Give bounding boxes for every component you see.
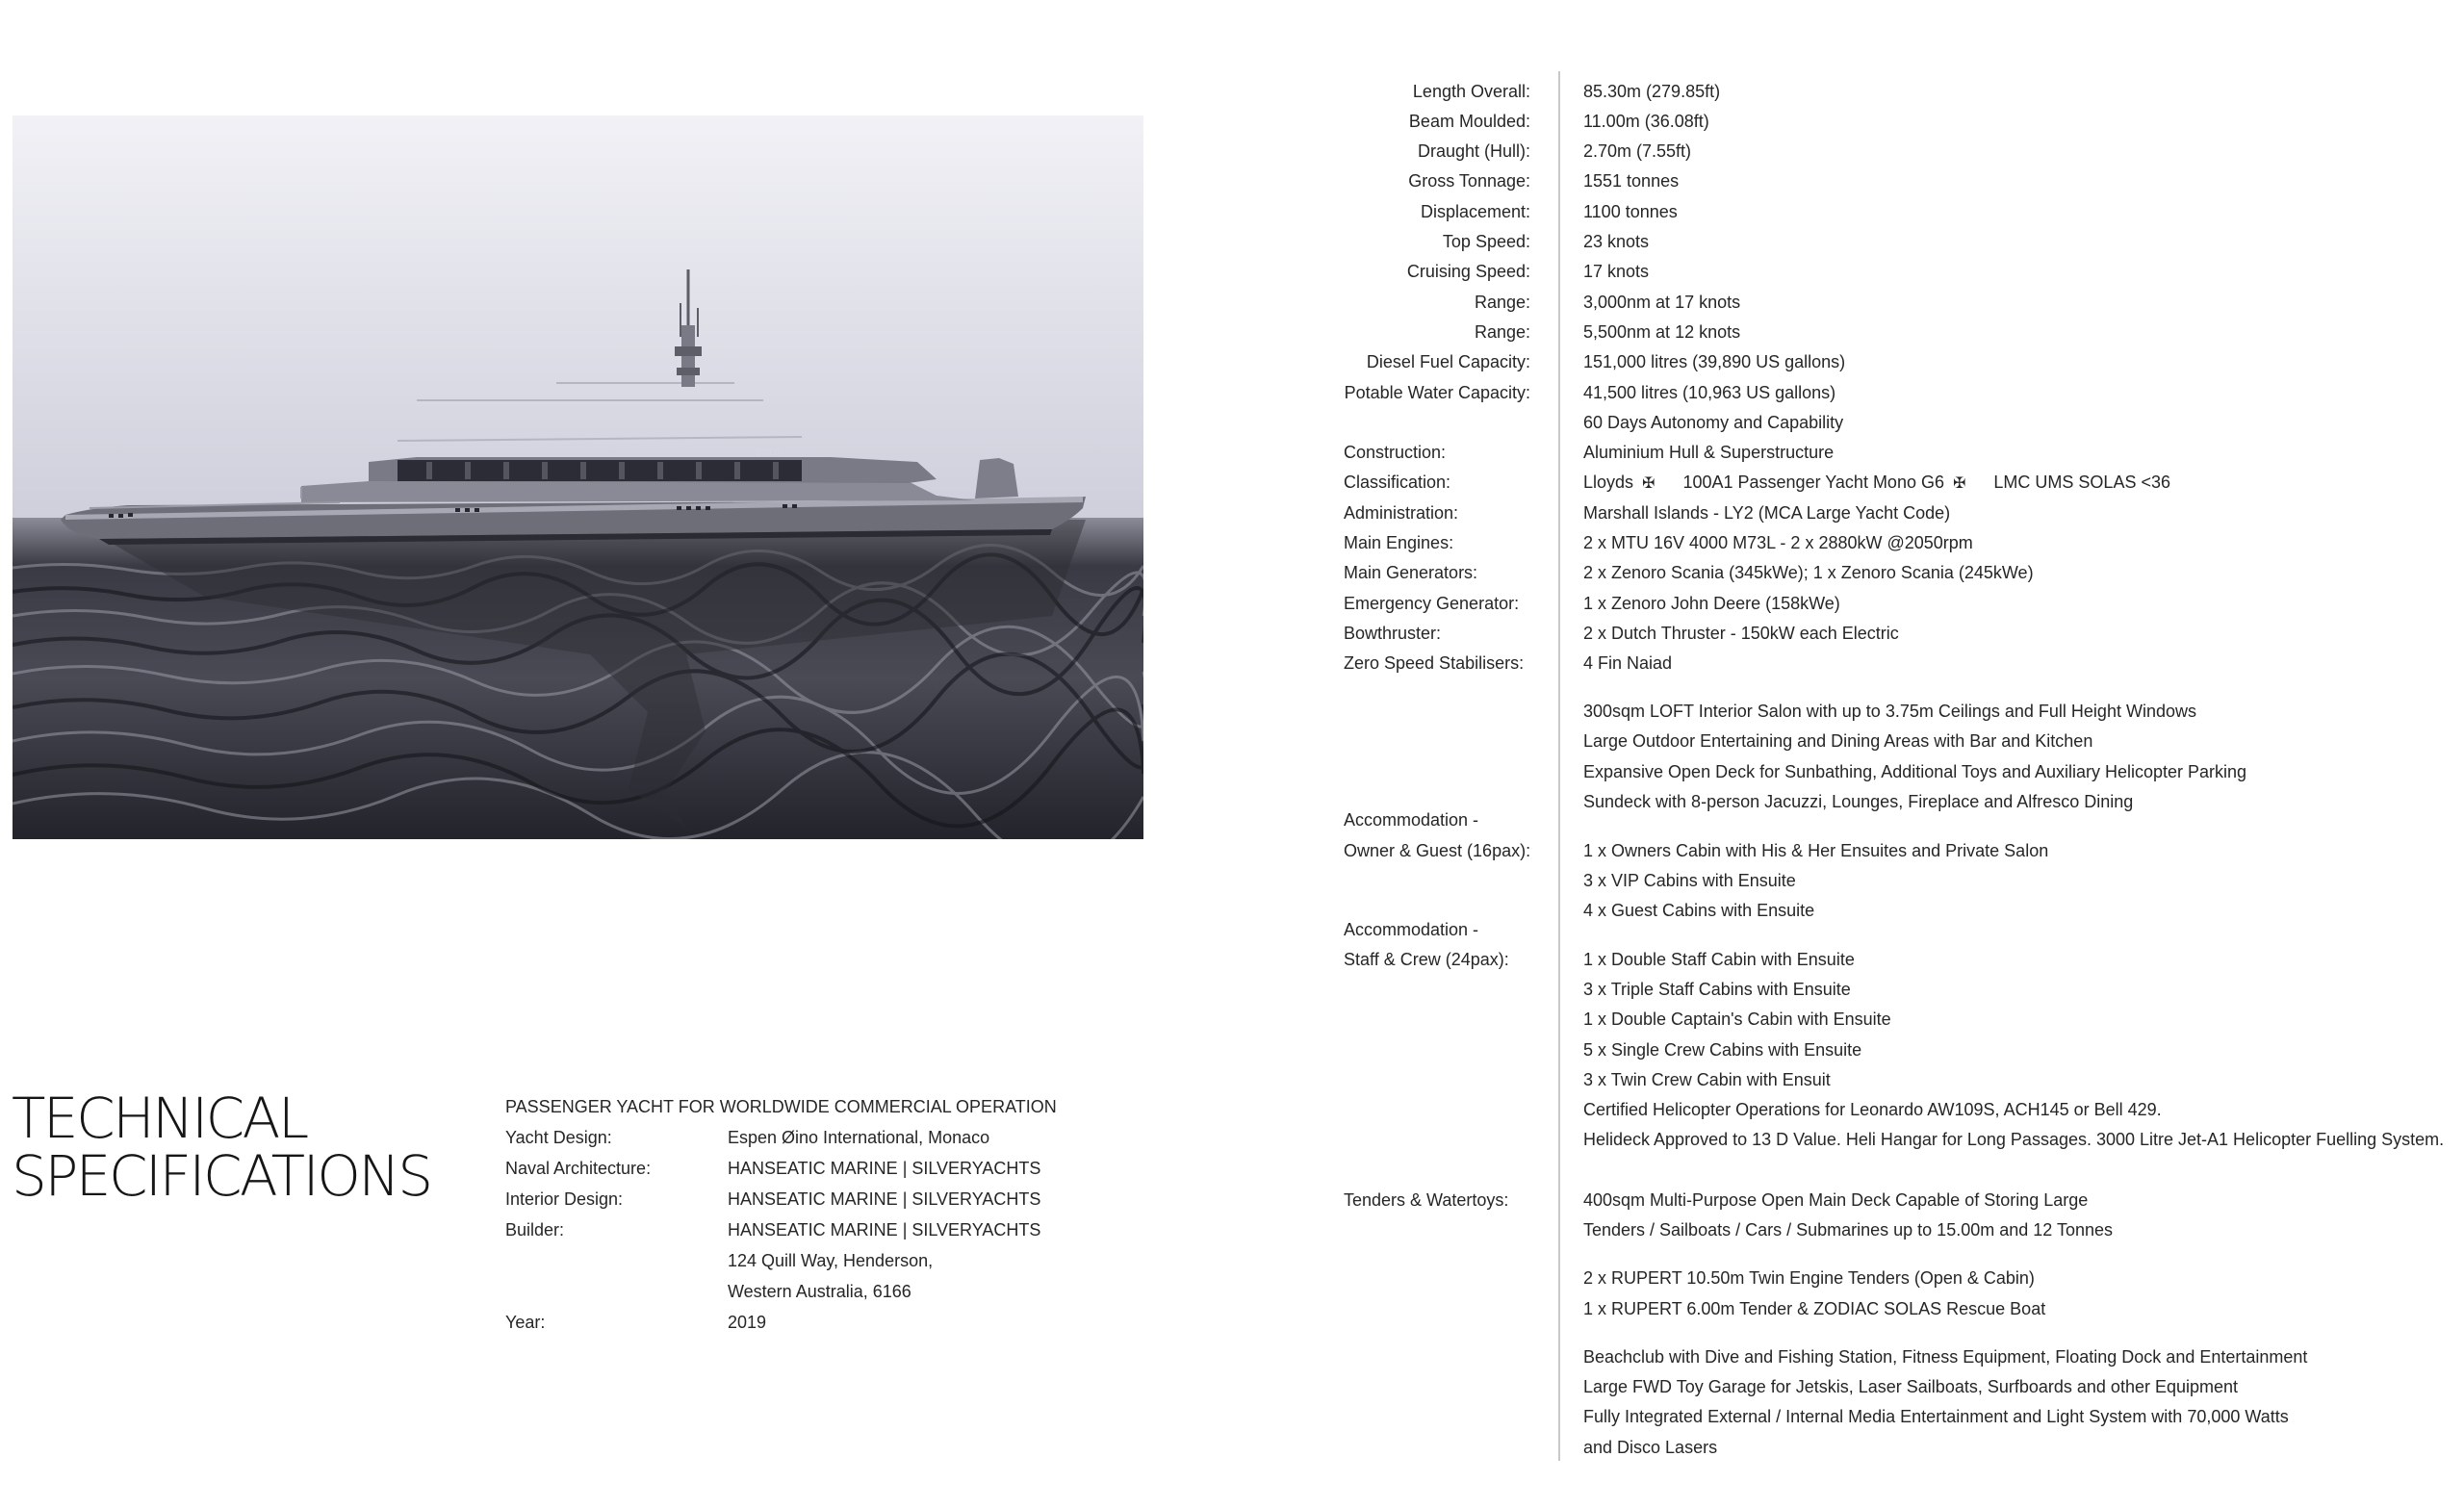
spec-label-diesel: Diesel Fuel Capacity: [1366, 352, 1530, 371]
spec-label-length-overall: Length Overall: [1412, 82, 1530, 101]
yacht-info-block [505, 1094, 1057, 1341]
spec-value-autonomy: 60 Days Autonomy and Capability [1583, 413, 1844, 432]
info-label: Interior Design: [505, 1189, 624, 1209]
spec-label-displacement: Displacement: [1420, 202, 1530, 221]
spec-value-administration: Marshall Islands - LY2 (MCA Large Yacht Code) [1583, 503, 1951, 523]
info-heading: PASSENGER YACHT FOR WORLDWIDE COMMERCIAL OPERATION [505, 1097, 1057, 1116]
spec-label-tenders: Tenders & Watertoys: [1344, 1190, 1509, 1210]
accommodation-item: 3 x Triple Staff Cabins with Ensuite [1583, 980, 1851, 999]
yacht-hull-name: BOLD [757, 448, 782, 457]
feature-item: Sundeck with 8-person Jacuzzi, Lounges, Fireplace and Alfresco Dining [1583, 792, 2134, 811]
spec-value-beam: 11.00m (36.08ft) [1583, 112, 1709, 131]
spec-label-gross-tonnage: Gross Tonnage: [1408, 171, 1530, 191]
info-label [505, 1248, 728, 1279]
info-value: Western Australia, 6166 [728, 1282, 911, 1301]
info-label: Naval Architecture: [505, 1159, 652, 1178]
tender-item: Beachclub with Dive and Fishing Station, Fitness Equipment, Floating Dock and Entertainment [1583, 1347, 2308, 1367]
info-value: Espen Øino International, Monaco [728, 1128, 990, 1147]
spec-value-classification [1583, 472, 2170, 495]
feature-item: Expansive Open Deck for Sunbathing, Additional Toys and Auxiliary Helicopter Parking [1583, 762, 2247, 781]
spec-value-construction: Aluminium Hull & Superstructure [1583, 443, 1835, 462]
spec-label-main-engines: Main Engines: [1344, 533, 1454, 552]
spec-label-construction: Construction: [1344, 443, 1447, 462]
maltese-cross-icon: ✠ [1953, 475, 1966, 492]
info-label: Yacht Design: [505, 1128, 612, 1147]
spec-value-length-overall: 85.30m (279.85ft) [1583, 82, 1721, 101]
accommodation-item: 5 x Single Crew Cabins with Ensuite [1583, 1040, 1862, 1060]
spec-value-water: 41,500 litres (10,963 US gallons) [1583, 383, 1836, 402]
spec-label-stabilisers: Zero Speed Stabilisers: [1344, 653, 1525, 673]
spec-label-beam: Beam Moulded: [1408, 112, 1530, 131]
feature-item: 300sqm LOFT Interior Salon with up to 3.75m Ceilings and Full Height Windows [1583, 702, 2196, 721]
maltese-cross-icon: ✠ [1642, 475, 1656, 492]
spec-value-range: 5,500nm at 12 knots [1583, 322, 1741, 342]
tender-item: and Disco Lasers [1583, 1438, 1718, 1457]
classification-part-2: 100A1 Passenger Yacht Mono G6 [1682, 473, 1944, 492]
tender-item: Large FWD Toy Garage for Jetskis, Laser Sailboats, Surfboards and other Equipment [1583, 1377, 2239, 1396]
spec-value-range: 3,000nm at 17 knots [1583, 293, 1741, 312]
info-row [505, 1279, 1057, 1310]
accommodation-crew-label-2: Staff & Crew (24pax): [1344, 950, 1509, 969]
tender-item: 2 x RUPERT 10.50m Twin Engine Tenders (Open & Cabin) [1583, 1268, 2035, 1288]
accommodation-guest-label-1: Accommodation - [1344, 810, 1479, 830]
spec-label-draught: Draught (Hull): [1417, 141, 1530, 161]
tender-item: 1 x RUPERT 6.00m Tender & ZODIAC SOLAS Rescue Boat [1583, 1299, 2046, 1318]
info-value: 124 Quill Way, Henderson, [728, 1251, 934, 1270]
tender-item: Fully Integrated External / Internal Media Entertainment and Light System with 70,000 Watts [1583, 1407, 2289, 1426]
spec-label-classification: Classification: [1344, 473, 1451, 492]
spec-value-draught: 2.70m (7.55ft) [1583, 141, 1692, 161]
accommodation-crew-label-1: Accommodation - [1344, 920, 1479, 939]
spec-value-main-generators: 2 x Zenoro Scania (345kWe); 1 x Zenoro Scania (245kWe) [1583, 563, 2034, 582]
info-value: HANSEATIC MARINE | SILVERYACHTS [728, 1189, 1041, 1209]
accommodation-item: 3 x VIP Cabins with Ensuite [1583, 871, 1796, 890]
yacht-photo [13, 115, 1143, 839]
classification-part-3: LMC UMS SOLAS <36 [1993, 473, 2170, 492]
info-label: Year: [505, 1313, 546, 1332]
helicopter-item: Certified Helicopter Operations for Leonardo AW109S, ACH145 or Bell 429. [1583, 1100, 2162, 1119]
spec-label-main-generators: Main Generators: [1344, 563, 1478, 582]
classification-part-1: Lloyds [1583, 473, 1634, 492]
spec-value-bowthruster: 2 x Dutch Thruster - 150kW each Electric [1583, 624, 1899, 643]
accommodation-item: 1 x Double Staff Cabin with Ensuite [1583, 950, 1855, 969]
spec-value-cruising-speed: 17 knots [1583, 262, 1650, 281]
accommodation-item: 4 x Guest Cabins with Ensuite [1583, 901, 1815, 920]
column-divider [1558, 71, 1560, 1461]
spec-label-cruising-speed: Cruising Speed: [1406, 262, 1530, 281]
spec-value-main-engines: 2 x MTU 16V 4000 M73L - 2 x 2880kW @2050rpm [1583, 533, 1973, 552]
info-row [505, 1217, 1057, 1248]
info-value: 2019 [728, 1313, 767, 1332]
spec-label-emergency-generator: Emergency Generator: [1344, 594, 1520, 613]
spec-value-top-speed: 23 knots [1583, 232, 1650, 251]
info-row [505, 1156, 1057, 1187]
spec-label-top-speed: Top Speed: [1442, 232, 1530, 251]
helicopter-item: Helideck Approved to 13 D Value. Heli Hangar for Long Passages. 3000 Litre Jet-A1 Helicopter Fuelling System. [1583, 1130, 2445, 1149]
accommodation-item: 1 x Owners Cabin with His & Her Ensuites and Private Salon [1583, 841, 2049, 860]
info-label: Builder: [505, 1220, 565, 1240]
spec-value-stabilisers: 4 Fin Naiad [1583, 653, 1673, 673]
spec-label-administration: Administration: [1344, 503, 1459, 523]
spec-value-displacement: 1100 tonnes [1583, 202, 1678, 221]
spec-label-bowthruster: Bowthruster: [1344, 624, 1442, 643]
page-title [12, 1086, 431, 1209]
spec-label-range: Range: [1474, 322, 1530, 342]
info-row [505, 1125, 1057, 1156]
accommodation-item: 3 x Twin Crew Cabin with Ensuit [1583, 1070, 1831, 1089]
spec-value-diesel: 151,000 litres (39,890 US gallons) [1583, 352, 1846, 371]
info-row [505, 1187, 1057, 1217]
feature-item: Large Outdoor Entertaining and Dining Areas with Bar and Kitchen [1583, 731, 2093, 751]
info-row [505, 1248, 1057, 1279]
spec-label-range: Range: [1474, 293, 1530, 312]
accommodation-item: 1 x Double Captain's Cabin with Ensuite [1583, 1010, 1891, 1029]
title-line-2: SPECIFICATIONS [12, 1143, 431, 1209]
info-value: HANSEATIC MARINE | SILVERYACHTS [728, 1159, 1041, 1178]
tender-item: 400sqm Multi-Purpose Open Main Deck Capable of Storing Large [1583, 1190, 2089, 1210]
spec-label-water: Potable Water Capacity: [1344, 383, 1530, 402]
info-value: HANSEATIC MARINE | SILVERYACHTS [728, 1220, 1041, 1240]
info-row [505, 1310, 1057, 1341]
title-line-1: TECHNICAL [12, 1086, 307, 1151]
info-label [505, 1279, 728, 1310]
spec-value-gross-tonnage: 1551 tonnes [1583, 171, 1680, 191]
accommodation-guest-label-2: Owner & Guest (16pax): [1344, 841, 1531, 860]
yacht-illustration [13, 115, 1143, 839]
spec-value-emergency-generator: 1 x Zenoro John Deere (158kWe) [1583, 594, 1840, 613]
tender-item: Tenders / Sailboats / Cars / Submarines up to 15.00m and 12 Tonnes [1583, 1220, 2113, 1240]
